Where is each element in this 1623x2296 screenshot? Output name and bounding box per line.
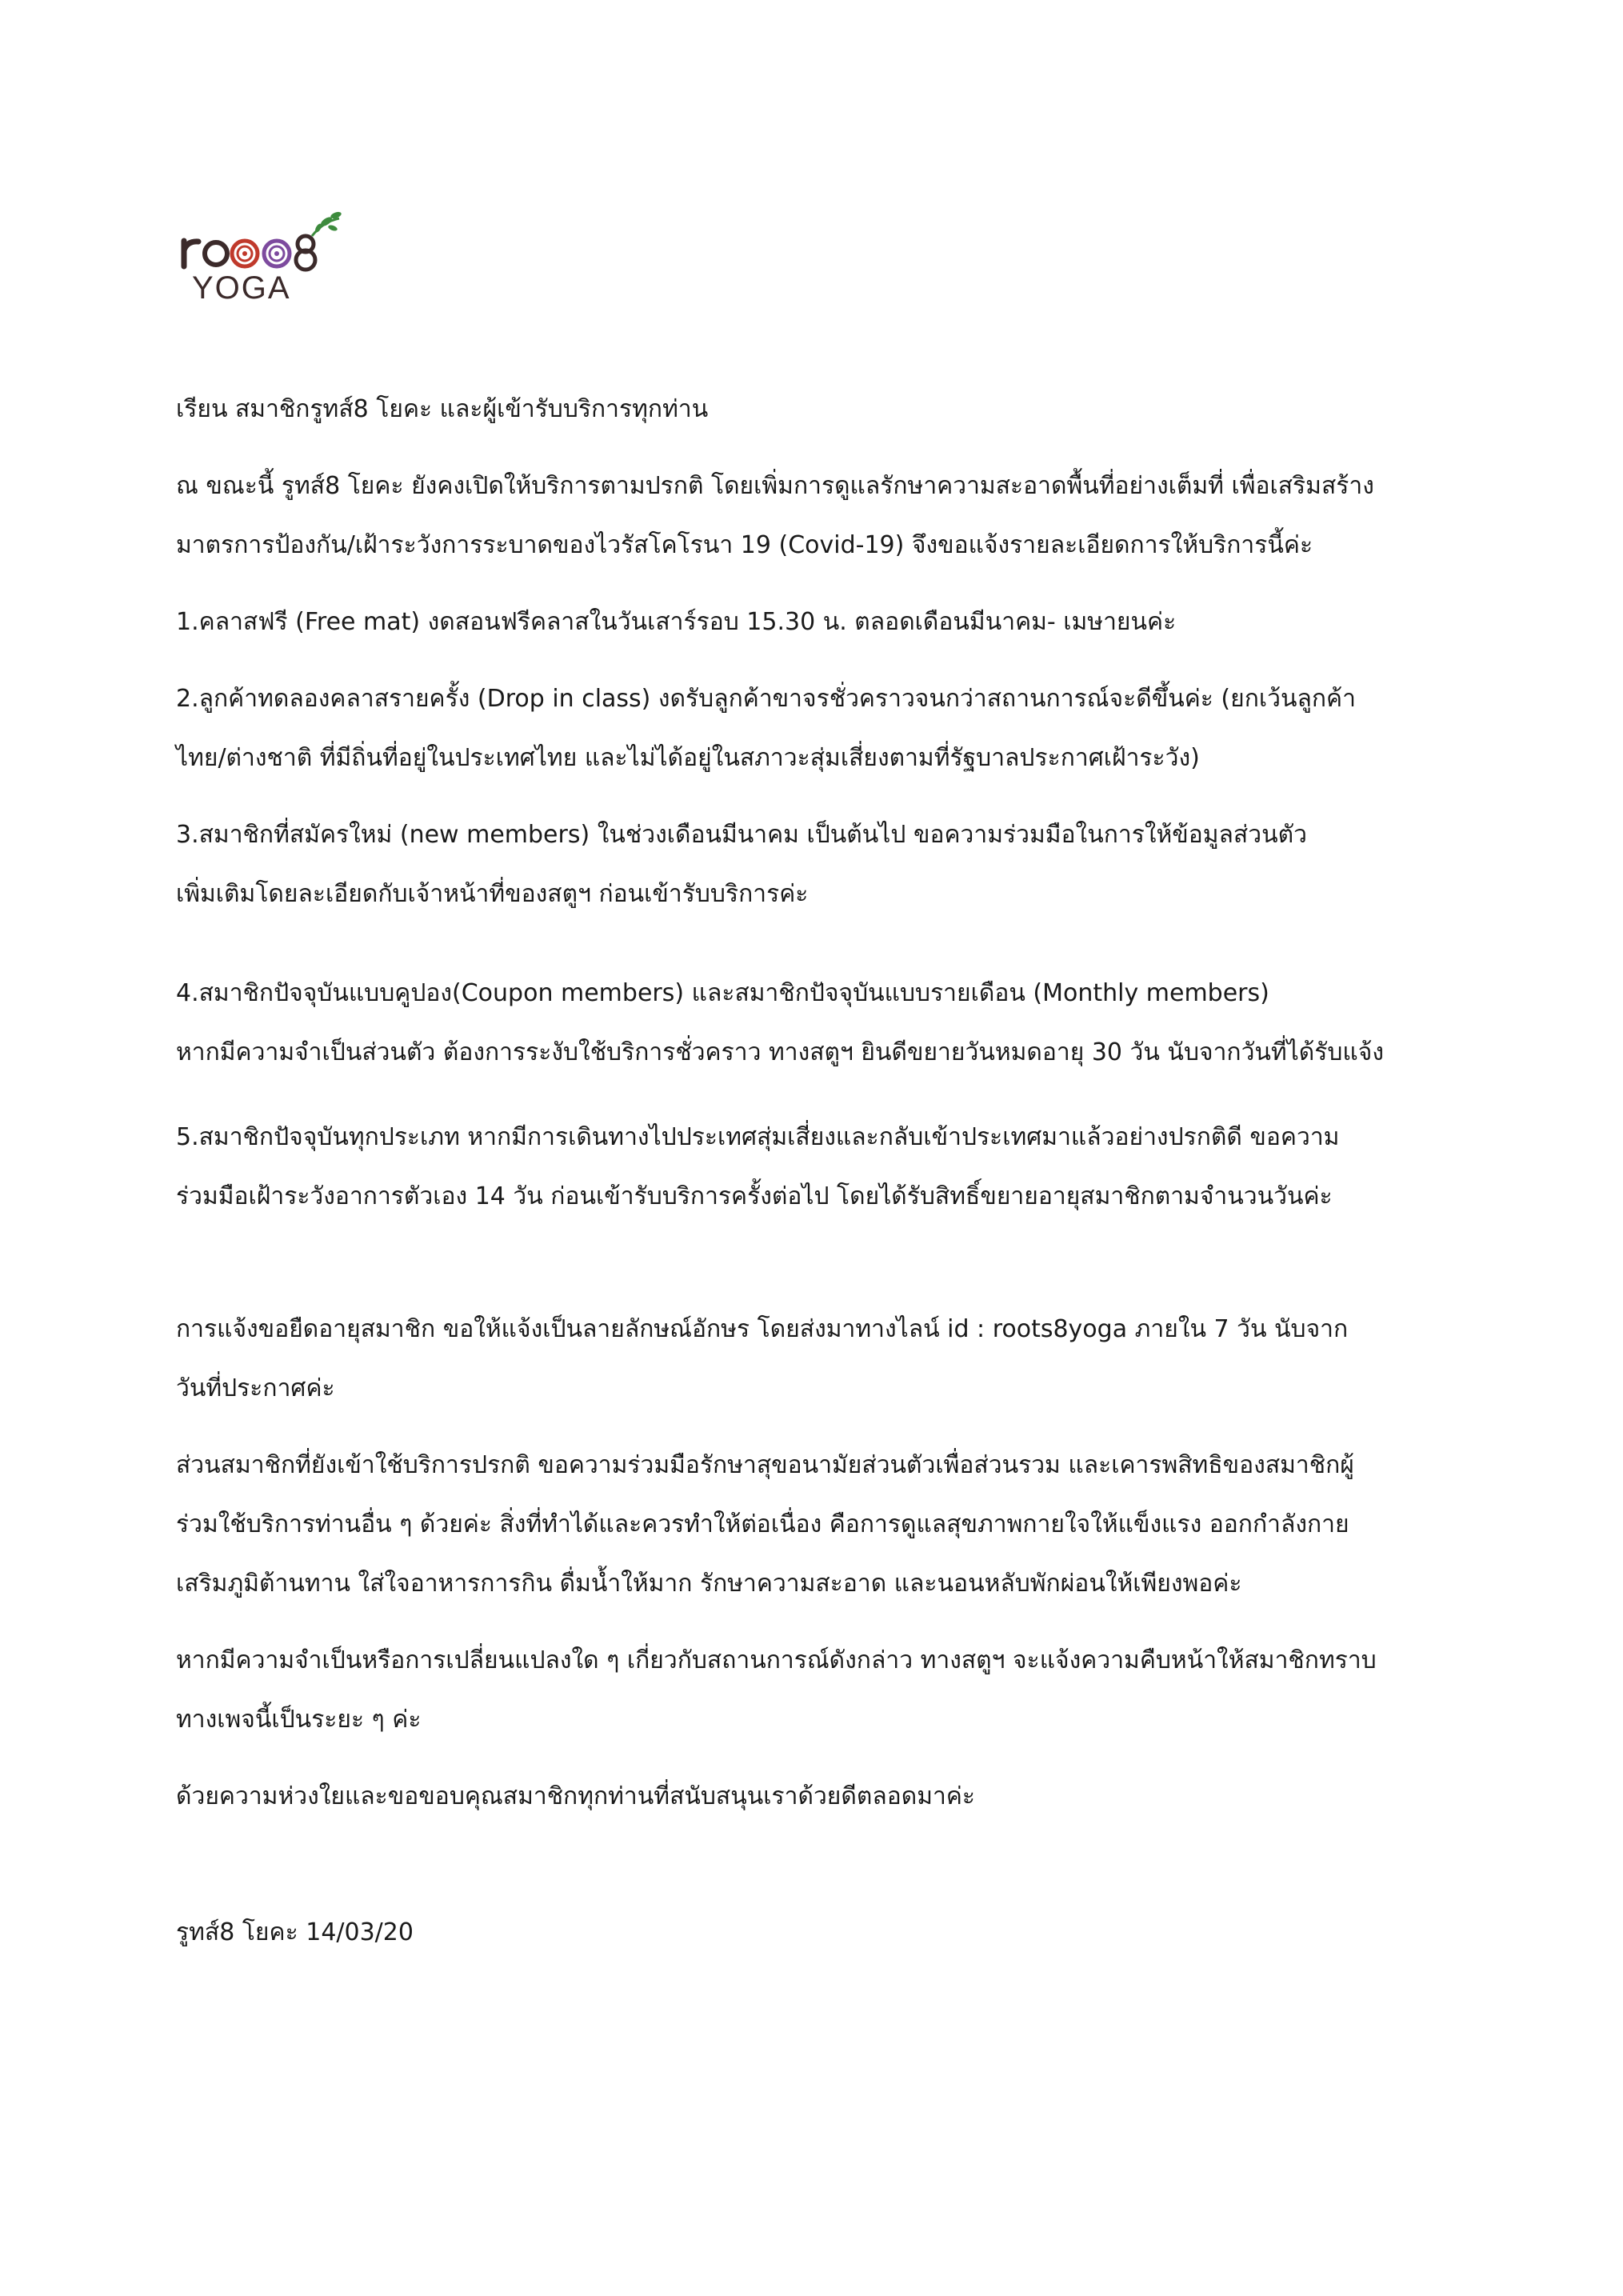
health-note-line: ร่วมใช้บริการท่านอื่น ๆ ด้วยค่ะ สิ่งที่ทำได้และควรทำให้ต่อเนื่อง คือการดูแลสุขภาพกายใจให้แข็งแรง ออกกำลังกาย — [176, 1510, 1349, 1538]
update-note — [176, 1631, 1464, 1750]
intro-paragraph — [176, 457, 1464, 575]
list-item-line: 1.คลาสฟรี (Free mat) งดสอนฟรีคลาสในวันเสาร์รอบ 15.30 น. ตลอดเดือนมีนาคม- เมษายนค่ะ — [176, 608, 1177, 636]
intro-line: ณ ขณะนี้ รูทส์8 โยคะ ยังคงเปิดให้บริการตามปรกติ โดยเพิ่มการดูแลรักษาความสะอาดพื้นที่อย่างเต็มที่ เพื่อเสริมสร้าง — [176, 472, 1374, 500]
list-item-line: 4.สมาชิกปัจจุบันแบบคูปอง(Coupon members) และสมาชิกปัจจุบันแบบรายเดือน (Monthly members) — [176, 979, 1269, 1007]
suspend-note-line: วันที่ประกาศค่ะ — [176, 1374, 335, 1402]
list-item-line: หากมีความจำเป็นส่วนตัว ต้องการระงับใช้บริการชั่วคราว ทางสตูฯ ยินดีขยายวันหมดอายุ 30 วัน นับจากวันที่ได้รับแจ้ง — [176, 1038, 1384, 1066]
list-item-line: 3.สมาชิกที่สมัครใหม่ (new members) ในช่วงเดือนมีนาคม เป็นต้นไป ขอความร่วมมือในการให้ข้อมูลส่วนตัว — [176, 821, 1307, 849]
list-item-1 — [176, 593, 1464, 652]
signature: รูทส์8 โยคะ 14/03/20 — [176, 1918, 414, 1946]
health-note — [176, 1436, 1464, 1614]
suspend-note — [176, 1300, 1464, 1418]
list-item-line: 5.สมาชิกปัจจุบันทุกประเภท หากมีการเดินทางไปประเทศสุ่มเสี่ยงและกลับเข้าประเทศมาแล้วอย่างปรกติดี ขอความ — [176, 1123, 1340, 1151]
letter-body — [176, 380, 1464, 1962]
list-item-line: ไทย/ต่างชาติ ที่มีถิ่นที่อยู่ในประเทศไทย และไม่ได้อยู่ในสภาวะสุ่มเสี่ยงตามที่รัฐบาลประกาศเฝ้าระวัง) — [176, 744, 1200, 772]
list-item-line: ร่วมมือเฝ้าระวังอาการตัวเอง 14 วัน ก่อนเข้ารับบริการครั้งต่อไป โดยได้รับสิทธิ์ขยายอายุสมาชิกตามจำนวนวันค่ะ — [176, 1182, 1333, 1210]
thanks-line: ด้วยความห่วงใยและขอขอบคุณสมาชิกทุกท่านที่สนับสนุนเราด้วยดีตลอดมาค่ะ — [176, 1782, 976, 1810]
update-note-line: ทางเพจนี้เป็นระยะ ๆ ค่ะ — [176, 1706, 422, 1734]
update-note-line: หากมีความจำเป็นหรือการเปลี่ยนแปลงใด ๆ เกี่ยวกับสถานการณ์ดังกล่าว ทางสตูฯ จะแจ้งความคืบหน้าให้สมาชิกทราบ — [176, 1646, 1377, 1674]
svg-text:YOGA: YOGA — [192, 270, 291, 306]
health-note-line: เสริมภูมิต้านทาน ใส่ใจอาหารการกิน ดื่มน้ำให้มาก รักษาความสะอาด และนอนหลับพักผ่อนให้เพียงพอค่ะ — [176, 1570, 1242, 1598]
list-item-line: เพิ่มเติมโดยละเอียดกับเจ้าหน้าที่ของสตูฯ ก่อนเข้ารับบริการค่ะ — [176, 880, 809, 908]
suspend-note-line: การแจ้งขอยืดอายุสมาชิก ขอให้แจ้งเป็นลายลักษณ์อักษร โดยส่งมาทางไลน์ id : roots8yoga ภายใน 7 วัน นับจาก — [176, 1315, 1349, 1343]
list-item-4 — [176, 964, 1464, 1082]
health-note-line: ส่วนสมาชิกที่ยังเข้าใช้บริการปรกติ ขอความร่วมมือรักษาสุขอนามัยส่วนตัวเพื่อส่วนรวม และเคารพสิทธิของสมาชิกผู้ — [176, 1451, 1354, 1479]
list-item-2 — [176, 670, 1464, 788]
list-item-line: 2.ลูกค้าทดลองคลาสรายครั้ง (Drop in class) งดรับลูกค้าขาจรชั่วคราวจนกว่าสถานการณ์จะดีขึ้นค่ะ (ยกเว้นลูกค้า — [176, 685, 1356, 713]
salutation: เรียน สมาชิกรูทส์8 โยคะ และผู้เข้ารับบริการทุกท่าน — [176, 395, 709, 423]
list-item-5 — [176, 1108, 1464, 1226]
list-item-3 — [176, 806, 1464, 924]
intro-line: มาตรการป้องกัน/เฝ้าระวังการระบาดของไวรัสโคโรนา 19 (Covid-19) จึงขอแจ้งรายละเอียดการให้บริการนี้ค่ะ — [176, 531, 1313, 559]
roots8-yoga-logo — [178, 204, 346, 308]
